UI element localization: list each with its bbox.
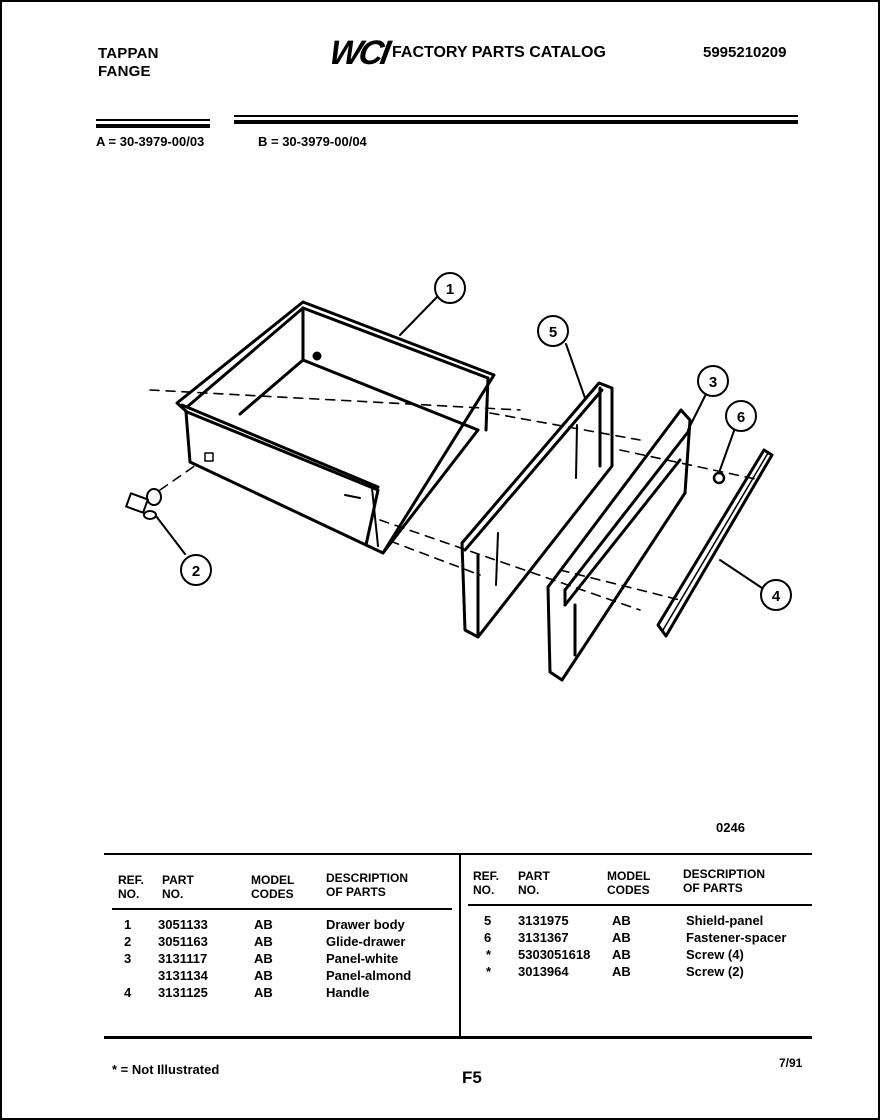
desc-cell: Panel-almond [326,968,412,983]
codes-cell: AB [254,985,273,1000]
drawer-body-part [177,302,494,553]
desc-cell: Shield-panel [686,913,764,928]
wci-logo: WCI [326,34,391,72]
part-cell: 3131975 [518,913,569,928]
svg-text:1: 1 [445,281,455,298]
model-code-b: B = 30-3979-00/04 [258,134,367,149]
codes-cell: AB [254,917,273,932]
callout-2 [181,555,211,585]
table-header-rule-right [468,904,812,906]
desc-cell: Screw (2) [686,964,744,979]
brand-line-2: FANGE [98,63,151,80]
codes-cell: AB [612,947,631,962]
svg-text:5: 5 [548,324,558,341]
ref-cell: 3 [124,951,132,966]
codes-cell: AB [254,934,273,949]
part-cell: 3051163 [158,934,208,949]
model-code-a: A = 30-3979-00/03 [96,134,205,149]
header-rule-right-thick [234,120,798,124]
header-model-codes-right: MODEL CODES [607,869,651,897]
part-cell: 5303051618 [518,947,591,962]
part-cell: 3131117 [158,951,208,966]
codes-cell: AB [254,968,273,983]
part-cell: 3131134 [158,968,208,983]
desc-cell: Fastener-spacer [686,930,787,945]
desc-cell: Panel-white [326,951,399,966]
table-header-rule-left [112,908,452,910]
page-number: F5 [462,1068,482,1087]
catalog-number: 5995210209 [703,44,787,61]
header-rule-right-thin [234,115,798,117]
header-rule-left-thick [96,124,210,128]
ref-cell: 2 [124,934,132,949]
fastener-spacer-part [714,473,724,483]
ref-cell: 6 [484,930,492,945]
ref-cell: 5 [484,913,492,928]
svg-text:3: 3 [708,374,718,391]
codes-cell: AB [254,951,273,966]
table-center-divider [459,855,461,1036]
exploded-parts-diagram [100,260,820,700]
codes-cell: AB [612,913,631,928]
revision-date: 7/91 [779,1056,803,1070]
header-ref-no-left: REF. NO. [118,873,145,901]
desc-cell: Drawer body [326,917,405,932]
brand-line-1: TAPPAN [98,45,159,62]
catalog-title: FACTORY PARTS CATALOG [392,44,606,61]
codes-cell: AB [612,930,631,945]
desc-cell: Handle [326,985,370,1000]
callout-4 [761,580,791,610]
front-panel-part [548,410,690,680]
part-cell: 3131125 [158,985,208,1000]
part-cell: 3051133 [158,917,208,932]
header-description-right: DESCRIPTION OF PARTS [683,867,766,895]
ref-cell: 1 [124,917,132,932]
svg-text:6: 6 [736,409,746,426]
drawer-glide-part [126,489,161,519]
figure-number: 0246 [716,820,745,835]
desc-cell: Glide-drawer [326,934,406,949]
brand-name [98,45,159,81]
table-bottom-rule [104,1036,812,1039]
ref-cell: * [486,964,492,979]
table-top-rule [104,853,812,855]
callout-1 [435,273,465,303]
header-model-codes-left: MODEL CODES [251,873,295,901]
header-ref-no-right: REF. NO. [473,869,500,897]
not-illustrated-note: * = Not Illustrated [112,1062,220,1077]
svg-text:2: 2 [191,563,201,580]
callout-6 [726,401,756,431]
callout-3 [698,366,728,396]
codes-cell: AB [612,964,631,979]
header-part-no-left: PART NO. [162,873,194,901]
header-part-no-right: PART NO. [518,869,550,897]
header-rule-left-thin [96,119,210,121]
header-description-left: DESCRIPTION OF PARTS [326,871,409,899]
svg-text:4: 4 [771,588,781,605]
ref-cell: * [486,947,492,962]
desc-cell: Screw (4) [686,947,744,962]
part-cell: 3131367 [518,930,569,945]
part-cell: 3013964 [518,964,569,979]
callout-5 [538,316,568,346]
ref-cell: 4 [124,985,132,1000]
